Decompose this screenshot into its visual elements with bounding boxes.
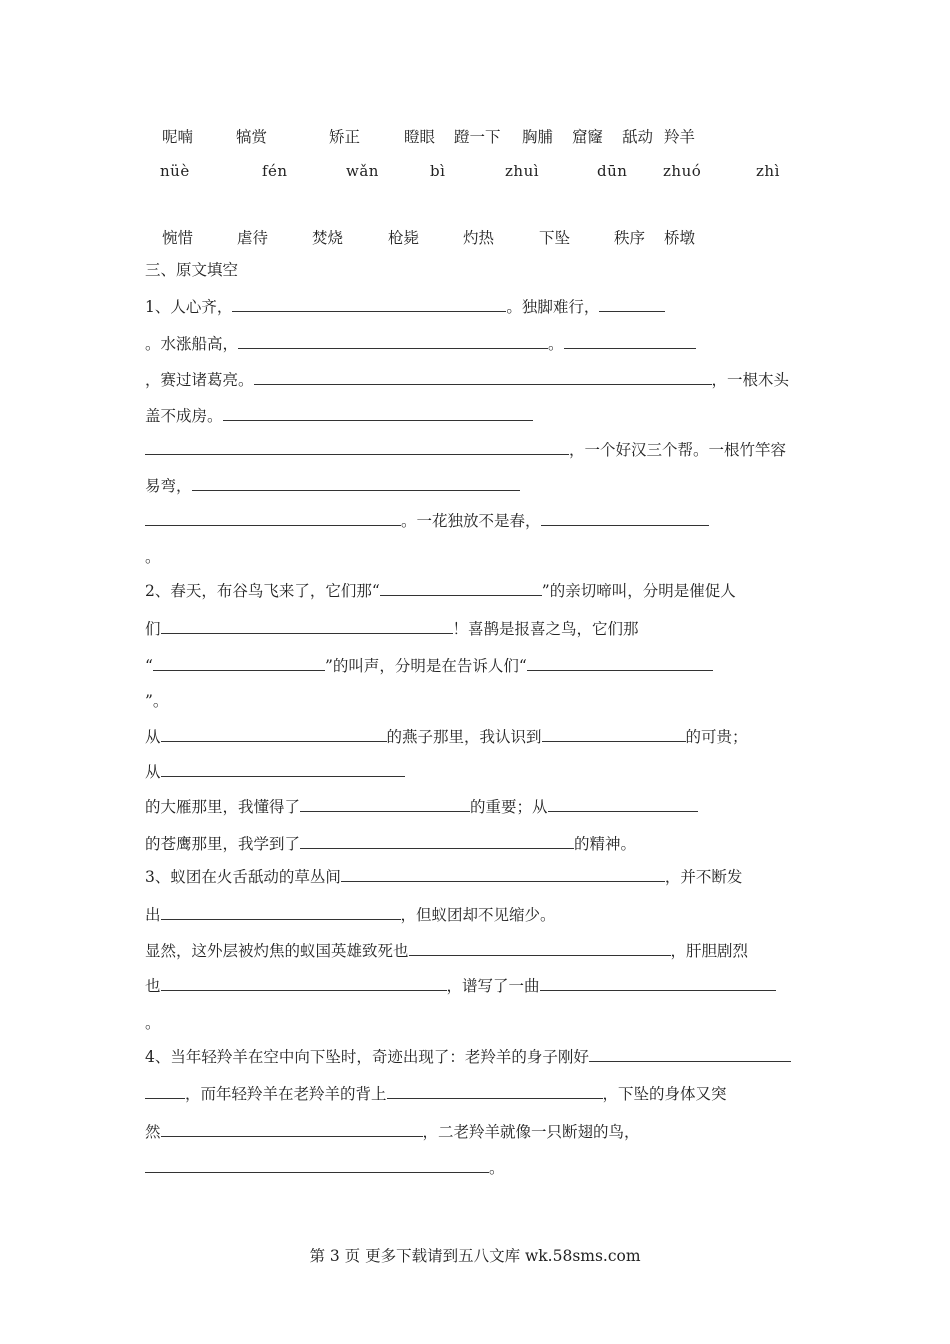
q3-line-2: 出 ，但蚁团却不见缩少。	[145, 906, 556, 924]
word: 呢喃	[162, 128, 194, 146]
answer-blank[interactable]	[540, 975, 776, 991]
q3-line-1: 3、蚁团在火舌舐动的草丛间 ，并不断发	[145, 868, 743, 886]
answer-blank[interactable]	[300, 833, 574, 849]
word: 惋惜	[162, 229, 194, 247]
answer-blank[interactable]	[541, 510, 709, 526]
q3-line-4: 也 ，谱写了一曲	[145, 975, 776, 996]
answer-blank[interactable]	[161, 761, 405, 777]
q2-line-2: 们 ！喜鹊是报喜之鸟，它们那	[145, 620, 639, 638]
answer-blank[interactable]	[380, 580, 542, 596]
q1-line-4: 盖不成房。	[145, 405, 533, 426]
answer-blank[interactable]	[145, 1083, 185, 1099]
answer-blank[interactable]	[161, 904, 401, 920]
q2-line-1: 2、春天，布谷鸟飞来了，它们那“ ”的亲切啼叫，分明是催促人	[145, 582, 736, 600]
q4-line-3: 然 ，二老羚羊就像一只断翅的鸟，	[145, 1123, 640, 1141]
answer-blank[interactable]	[161, 618, 453, 634]
answer-blank[interactable]	[300, 796, 470, 812]
pinyin: nüè	[160, 162, 190, 180]
answer-blank[interactable]	[192, 475, 520, 491]
answer-blank[interactable]	[387, 1083, 603, 1099]
answer-blank[interactable]	[145, 439, 569, 455]
word: 羚羊	[664, 128, 696, 146]
answer-blank[interactable]	[254, 369, 712, 385]
word: 舐动	[622, 128, 654, 146]
word: 虐待	[237, 229, 269, 247]
q1-line-6: 易弯，	[145, 475, 520, 496]
pinyin: bì	[430, 162, 446, 180]
answer-blank[interactable]	[548, 796, 698, 812]
pinyin: dūn	[597, 162, 628, 180]
word: 下坠	[539, 229, 571, 247]
q4-line-2: ，而年轻羚羊在老羚羊的背上 ，下坠的身体又突	[145, 1083, 727, 1104]
answer-blank[interactable]	[145, 510, 401, 526]
answer-blank[interactable]	[153, 655, 325, 671]
q4-line-4: 。	[145, 1157, 505, 1178]
word: 焚烧	[312, 229, 344, 247]
q1-line-1: 1、人心齐， 。独脚难行，	[145, 296, 665, 317]
q2-line-3: “ ”的叫声，分明是在告诉人们“	[145, 655, 713, 676]
word: 瞪眼	[404, 128, 436, 146]
answer-blank[interactable]	[238, 333, 548, 349]
q1-line-8: 。	[145, 548, 161, 566]
word: 蹬一下	[454, 128, 501, 146]
word: 枪毙	[388, 229, 420, 247]
pinyin: zhì	[756, 162, 780, 180]
answer-blank[interactable]	[145, 1157, 489, 1173]
answer-blank[interactable]	[542, 726, 686, 742]
pinyin: fén	[262, 162, 288, 180]
word: 犒赏	[236, 128, 268, 146]
word: 灼热	[463, 229, 495, 247]
q2-line-4: ”。	[145, 692, 169, 710]
q3-line-5: 。	[145, 1014, 161, 1032]
q2-line-6: 从	[145, 761, 405, 782]
answer-blank[interactable]	[161, 726, 387, 742]
q1-line-5: ，一个好汉三个帮。一根竹竿容	[145, 439, 786, 460]
q1-line-2: 。水涨船高， 。	[145, 333, 696, 354]
q1-line-7: 。一花独放不是春，	[145, 510, 709, 531]
answer-blank[interactable]	[409, 940, 671, 956]
q3-line-3: 显然，这外层被灼焦的蚁国英雄致死也 ，肝胆剧烈	[145, 942, 749, 960]
pinyin: zhuì	[505, 162, 540, 180]
q2-line-5: 从 的燕子那里，我认识到 的可贵；	[145, 728, 748, 746]
q2-line-8: 的苍鹰那里，我学到了 的精神。	[145, 835, 637, 853]
q4-line-1: 4、当年轻羚羊在空中向下坠时，奇迹出现了：老羚羊的身子刚好	[145, 1046, 791, 1067]
section-title: 三、原文填空	[145, 261, 239, 279]
answer-blank[interactable]	[223, 405, 533, 421]
word: 胸脯	[522, 128, 554, 146]
answer-blank[interactable]	[527, 655, 713, 671]
word: 矫正	[329, 128, 361, 146]
answer-blank[interactable]	[232, 296, 506, 312]
word: 桥墩	[664, 229, 696, 247]
page-footer: 第 3 页 更多下载请到五八文库 wk.58sms.com	[309, 1247, 641, 1265]
answer-blank[interactable]	[589, 1046, 791, 1062]
answer-blank[interactable]	[341, 866, 665, 882]
answer-blank[interactable]	[599, 296, 665, 312]
word: 窟窿	[572, 128, 604, 146]
q2-line-7: 的大雁那里，我懂得了 的重要；从	[145, 796, 698, 817]
answer-blank[interactable]	[161, 975, 447, 991]
answer-blank[interactable]	[161, 1121, 423, 1137]
word: 秩序	[614, 229, 646, 247]
pinyin: wǎn	[346, 162, 379, 180]
pinyin: zhuó	[663, 162, 702, 180]
q1-line-3: ，赛过诸葛亮。 ，一根木头	[145, 371, 790, 389]
answer-blank[interactable]	[564, 333, 696, 349]
